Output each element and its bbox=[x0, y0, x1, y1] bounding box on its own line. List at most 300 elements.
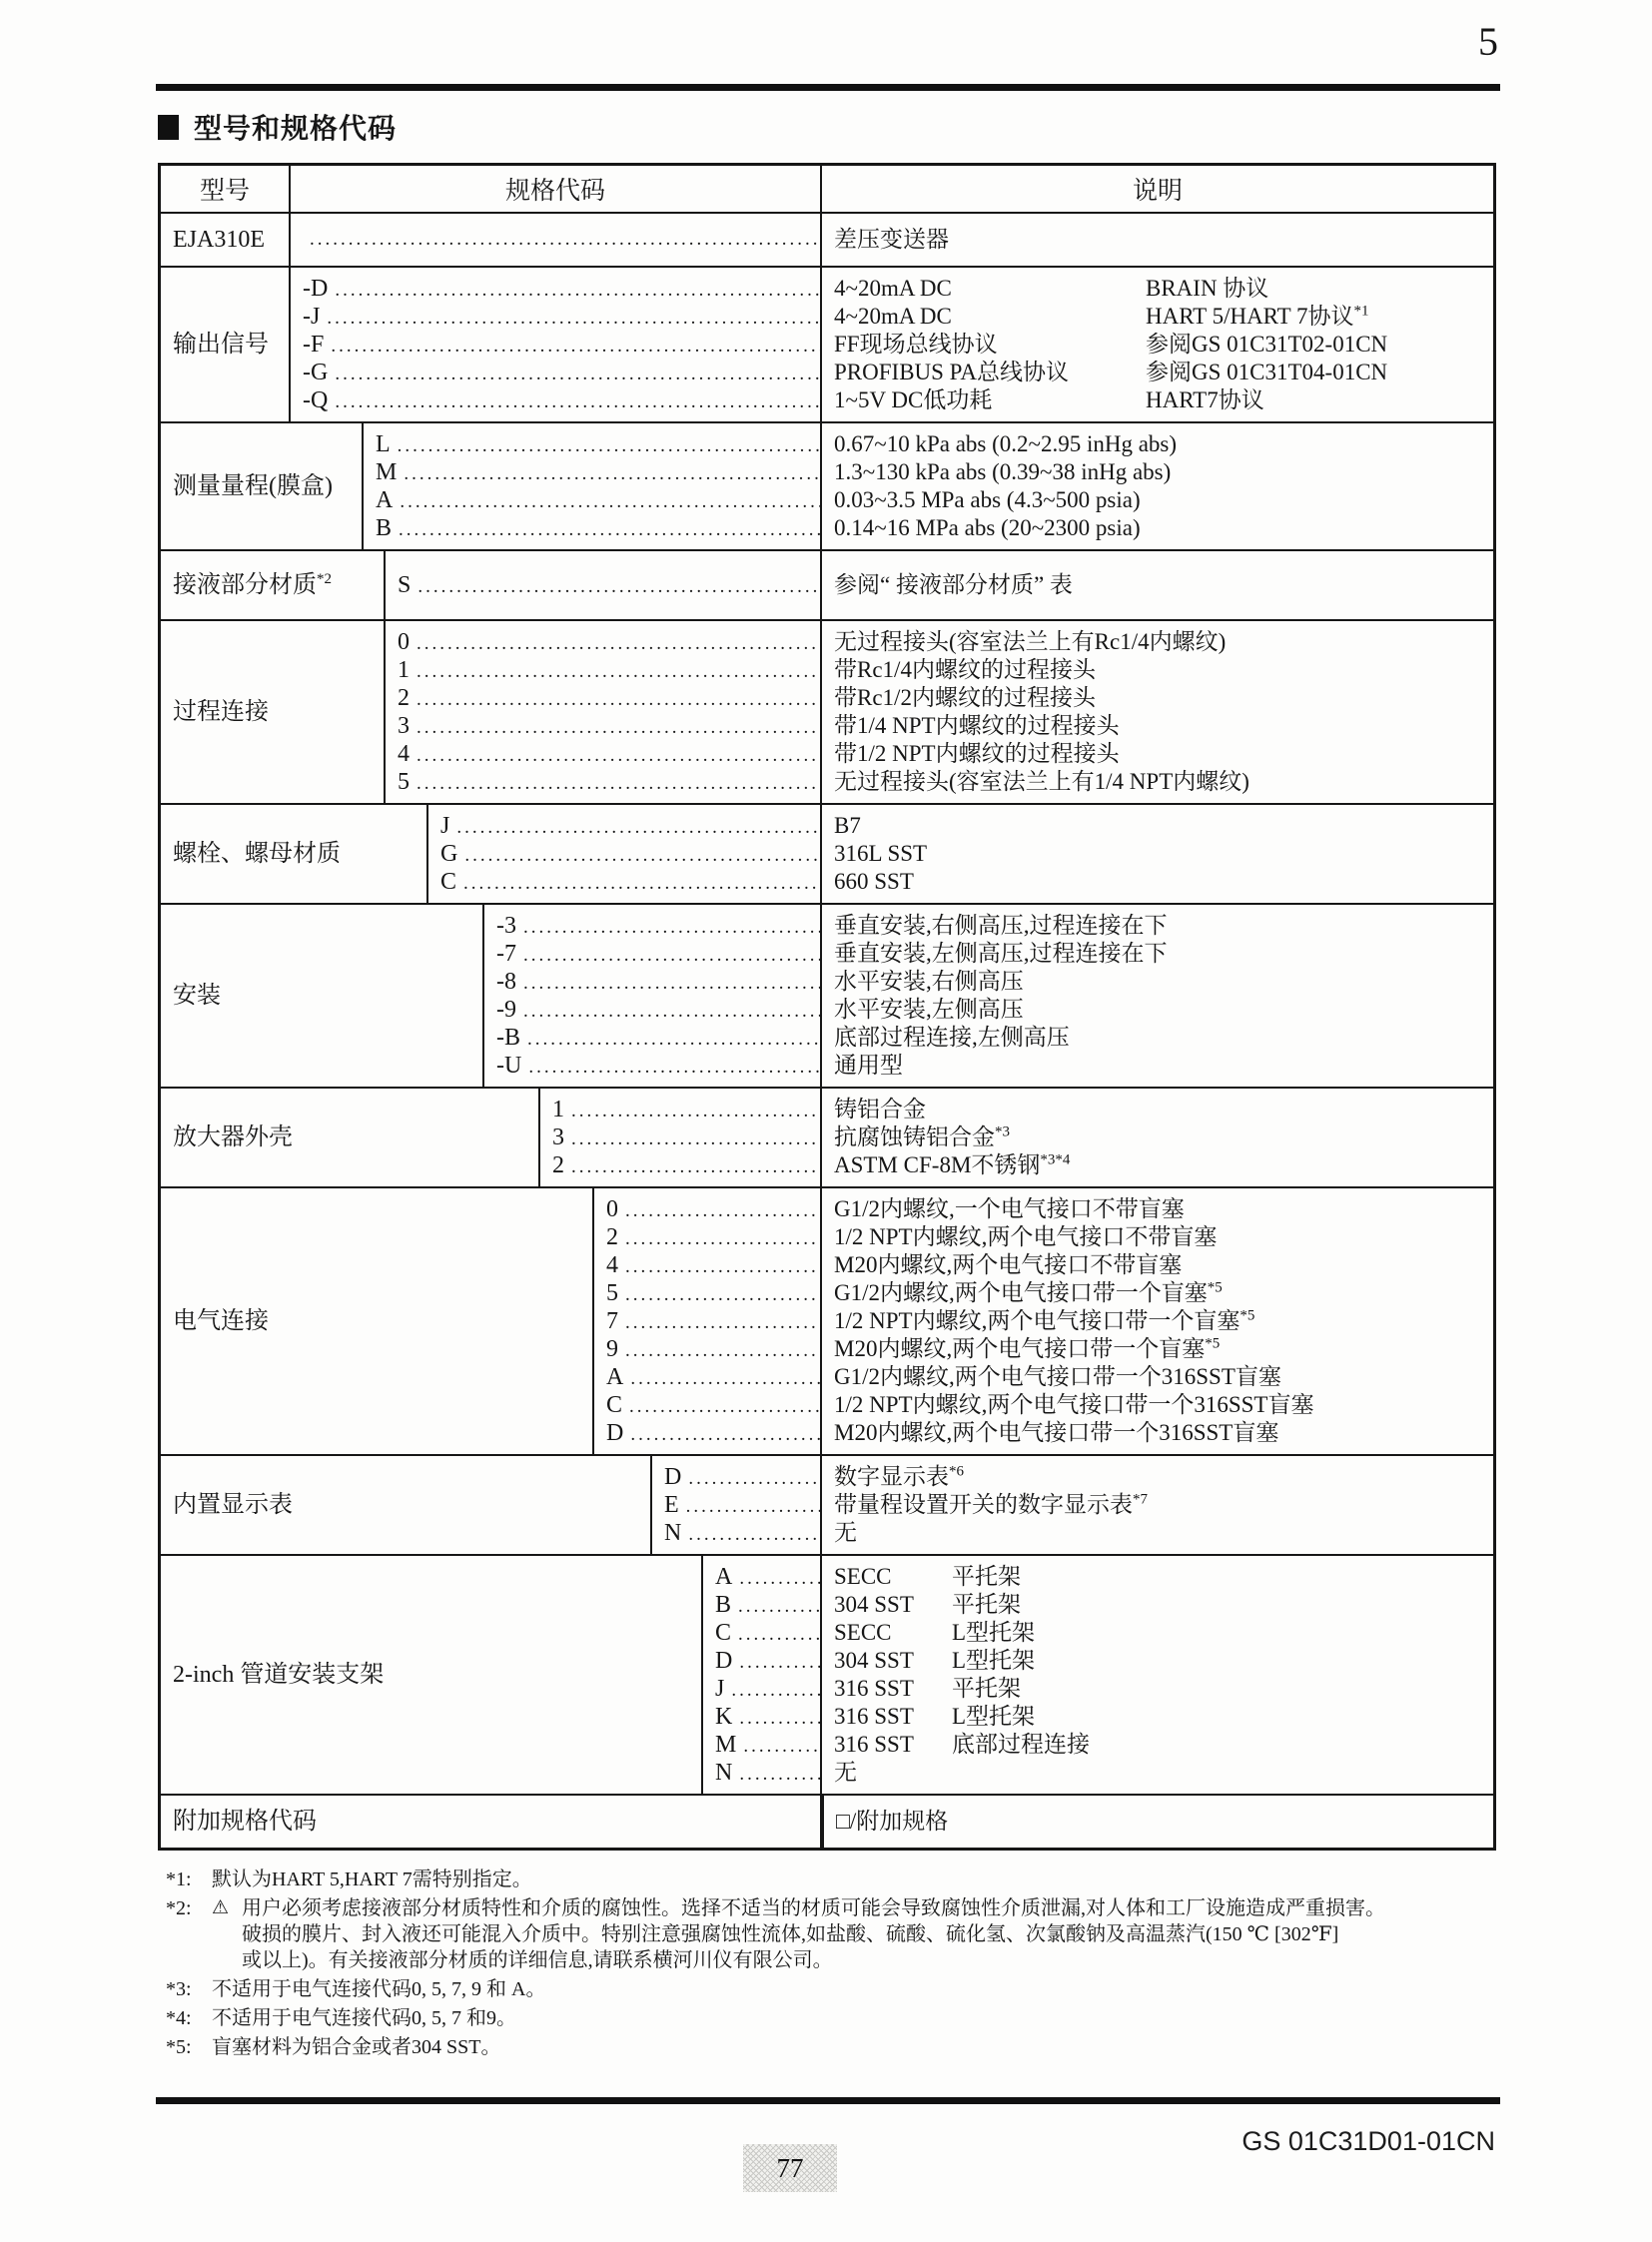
code-line bbox=[386, 768, 820, 796]
dot-leader bbox=[731, 1677, 820, 1703]
spec-code: -9 bbox=[496, 997, 516, 1023]
description-line bbox=[834, 1591, 1493, 1619]
spec-code: G bbox=[440, 841, 458, 867]
row-group-label-text: 螺栓、螺母材质 bbox=[173, 841, 341, 867]
dot-leader bbox=[743, 1733, 820, 1759]
row-group-label bbox=[161, 1188, 594, 1454]
top-rule bbox=[156, 84, 1500, 91]
code-line bbox=[703, 1647, 820, 1675]
description-line bbox=[834, 1419, 1493, 1447]
description-text: □/附加规格 bbox=[836, 1809, 949, 1834]
code-column bbox=[428, 805, 820, 903]
row-group-label bbox=[161, 1796, 822, 1848]
description-line bbox=[834, 359, 1493, 386]
description-text: 0.67~10 kPa abs (0.2~2.95 inHg abs) bbox=[834, 431, 1178, 456]
code-line bbox=[594, 1279, 820, 1307]
code-line bbox=[540, 1123, 820, 1151]
code-line bbox=[594, 1307, 820, 1335]
table-row-group bbox=[161, 1794, 1493, 1848]
description-column bbox=[820, 1456, 1493, 1554]
code-line bbox=[386, 712, 820, 740]
dot-leader bbox=[310, 226, 820, 254]
description-text: ASTM CF-8M不锈钢 bbox=[834, 1152, 1041, 1177]
dot-leader bbox=[416, 630, 820, 656]
description-column bbox=[820, 551, 1493, 619]
row-group-label bbox=[161, 1089, 540, 1186]
table-row-group bbox=[161, 1186, 1493, 1454]
code-line bbox=[428, 840, 820, 868]
page-corner-number: 5 bbox=[1478, 19, 1498, 64]
code-column bbox=[703, 1556, 820, 1794]
description-secondary-text: HART 5/HART 7协议 bbox=[1146, 304, 1354, 329]
code-line bbox=[364, 458, 820, 486]
dot-leader bbox=[738, 1593, 820, 1619]
footnote-ref: *5 bbox=[1205, 1335, 1221, 1352]
description-line bbox=[834, 386, 1493, 414]
table-row-group bbox=[161, 214, 1493, 266]
description-text: M20内螺纹,两个电气接口不带盲塞 bbox=[834, 1252, 1183, 1277]
spec-code: M bbox=[715, 1732, 737, 1758]
section-bullet-icon bbox=[158, 115, 179, 140]
dot-leader bbox=[464, 842, 820, 868]
dot-leader bbox=[739, 1565, 820, 1591]
spec-code: A bbox=[606, 1364, 624, 1390]
dot-leader bbox=[571, 1125, 820, 1151]
description-text: 通用型 bbox=[834, 1053, 903, 1078]
model-spec-code-table bbox=[158, 163, 1496, 1851]
description-text: 无 bbox=[834, 1520, 857, 1545]
row-group-label-text: 过程连接 bbox=[173, 699, 269, 725]
code-line bbox=[540, 1096, 820, 1123]
footnote-line: 不适用于电气连接代码0, 5, 7, 9 和 A。 bbox=[212, 1978, 546, 2000]
dot-leader bbox=[571, 1153, 820, 1179]
description-column bbox=[822, 1796, 1493, 1848]
footnote bbox=[166, 2005, 1504, 2031]
spec-code: -G bbox=[303, 360, 329, 385]
dot-leader bbox=[417, 573, 820, 599]
description-line bbox=[834, 226, 1493, 254]
description-text: 316 SST bbox=[834, 1704, 914, 1729]
description-secondary-text: L型托架 bbox=[952, 1704, 1036, 1729]
dot-leader bbox=[688, 1521, 820, 1547]
spec-code: -3 bbox=[496, 913, 516, 939]
spec-code: 4 bbox=[398, 741, 410, 767]
description-text: 0.14~16 MPa abs (20~2300 psia) bbox=[834, 515, 1141, 540]
row-group-label-text: EJA310E bbox=[173, 227, 265, 253]
dot-leader bbox=[400, 488, 820, 514]
dot-leader bbox=[523, 914, 820, 940]
column-header-description: 说明 bbox=[1132, 178, 1183, 205]
row-group-label bbox=[161, 805, 428, 903]
spec-code: 3 bbox=[552, 1124, 564, 1150]
footnote-text bbox=[212, 2005, 1504, 2031]
description-line bbox=[834, 1491, 1493, 1519]
description-column bbox=[820, 1556, 1493, 1794]
table-row-group bbox=[161, 903, 1493, 1087]
code-line bbox=[364, 430, 820, 458]
description-text: 带Rc1/2内螺纹的过程接头 bbox=[834, 685, 1096, 710]
dot-leader bbox=[739, 1649, 820, 1675]
description-line bbox=[834, 1195, 1493, 1223]
footnote-ref: *3 bbox=[995, 1123, 1010, 1140]
description-line bbox=[834, 1024, 1493, 1052]
spec-code: 3 bbox=[398, 713, 410, 739]
footnote-line: 不适用于电气连接代码0, 5, 7 和9。 bbox=[212, 2007, 516, 2029]
description-secondary-text: 参阅GS 01C31T04-01CN bbox=[1146, 360, 1388, 384]
code-line bbox=[594, 1251, 820, 1279]
description-text: 4~20mA DC bbox=[834, 304, 952, 329]
bottom-rule bbox=[156, 2097, 1500, 2104]
footnote bbox=[166, 1976, 1504, 2002]
row-group-label-text: 接液部分材质$^{*2}$ bbox=[173, 571, 332, 598]
description-line bbox=[834, 1463, 1493, 1491]
description-line bbox=[834, 1647, 1493, 1675]
code-line bbox=[484, 968, 820, 996]
description-text: 带1/4 NPT内螺纹的过程接头 bbox=[834, 713, 1120, 738]
dot-leader bbox=[738, 1621, 820, 1647]
description-text: 316 SST bbox=[834, 1676, 914, 1701]
row-group-label-text: 安装 bbox=[173, 983, 221, 1009]
code-column bbox=[484, 905, 820, 1087]
spec-code: 2 bbox=[606, 1224, 618, 1250]
row-group-label bbox=[161, 905, 484, 1087]
description-line bbox=[834, 1251, 1493, 1279]
dot-leader bbox=[335, 277, 820, 303]
description-text: 水平安装,左侧高压 bbox=[834, 997, 1024, 1022]
description-text: 带Rc1/4内螺纹的过程接头 bbox=[834, 657, 1096, 682]
footnote-line: 破损的膜片、封入液还可能混入介质中。特别注意强腐蚀性流体,如盐酸、硫酸、硫化氢、次氯酸钠及高温蒸汽(150 ℃ [302℉] bbox=[242, 1923, 1339, 1945]
code-line bbox=[652, 1491, 820, 1519]
code-line bbox=[703, 1759, 820, 1787]
code-column bbox=[386, 551, 820, 619]
description-column bbox=[820, 1089, 1493, 1186]
description-secondary-text: 底部过程连接 bbox=[952, 1732, 1090, 1757]
spec-code: 5 bbox=[398, 769, 410, 795]
dot-leader bbox=[416, 770, 820, 796]
code-line bbox=[703, 1591, 820, 1619]
spec-code: 1 bbox=[552, 1097, 564, 1122]
description-text: 参阅“ 接液部分材质” 表 bbox=[834, 572, 1073, 597]
spec-code: -U bbox=[496, 1053, 522, 1079]
description-line bbox=[834, 1519, 1493, 1547]
page-folio: 77 bbox=[776, 2152, 804, 2183]
code-line bbox=[428, 812, 820, 840]
footnote-ref: *6 bbox=[949, 1463, 964, 1480]
description-text: 无 bbox=[834, 1760, 857, 1785]
description-column bbox=[820, 423, 1493, 549]
description-line bbox=[834, 1096, 1493, 1123]
dot-leader bbox=[625, 1253, 820, 1279]
description-text: 316L SST bbox=[834, 841, 928, 866]
description-line bbox=[834, 1307, 1493, 1335]
description-line bbox=[834, 684, 1493, 712]
document-number: GS 01C31D01-01CN bbox=[1241, 2126, 1495, 2156]
footnote-line: 或以上)。有关接液部分材质的详细信息,请联系横河川仪有限公司。 bbox=[242, 1949, 833, 1971]
description-text: 1/2 NPT内螺纹,两个电气接口带一个316SST盲塞 bbox=[834, 1392, 1314, 1417]
section-title: 型号和规格代码 bbox=[194, 113, 398, 144]
row-group-label-text: 内置显示表 bbox=[173, 1492, 293, 1518]
table-row-group bbox=[161, 1554, 1493, 1794]
description-line bbox=[834, 1619, 1493, 1647]
description-line bbox=[834, 940, 1493, 968]
code-line bbox=[594, 1335, 820, 1363]
spec-code: C bbox=[606, 1392, 623, 1418]
row-group-label-text: 输出信号 bbox=[173, 332, 269, 358]
table-row-group bbox=[161, 803, 1493, 903]
spec-code: 0 bbox=[606, 1196, 618, 1222]
row-group-label bbox=[161, 1556, 703, 1794]
row-group-label bbox=[161, 621, 386, 803]
spec-code: -8 bbox=[496, 969, 516, 995]
code-line bbox=[484, 940, 820, 968]
spec-code: D bbox=[715, 1648, 733, 1674]
spec-code: N bbox=[664, 1520, 682, 1546]
description-line bbox=[834, 740, 1493, 768]
dot-leader bbox=[739, 1761, 820, 1787]
dot-leader bbox=[327, 305, 820, 331]
description-column bbox=[820, 268, 1493, 421]
code-line bbox=[386, 684, 820, 712]
dot-leader bbox=[625, 1337, 820, 1363]
description-text: 差压变送器 bbox=[834, 227, 949, 252]
code-line bbox=[386, 571, 820, 599]
code-line bbox=[703, 1731, 820, 1759]
row-group-label-text: 附加规格代码 bbox=[173, 1809, 317, 1835]
description-text: SECC bbox=[834, 1620, 892, 1645]
footnote-text bbox=[212, 1867, 1504, 1892]
description-text: G1/2内螺纹,两个电气接口带一个盲塞 bbox=[834, 1280, 1208, 1305]
dot-leader bbox=[416, 658, 820, 684]
description-column bbox=[820, 621, 1493, 803]
description-secondary-text: 平托架 bbox=[952, 1676, 1021, 1701]
code-line bbox=[484, 912, 820, 940]
code-line bbox=[291, 331, 820, 359]
dot-leader bbox=[416, 714, 820, 740]
description-text: PROFIBUS PA总线协议 bbox=[834, 360, 1069, 384]
spec-code: D bbox=[606, 1420, 624, 1446]
footnote-text bbox=[212, 1976, 1504, 2002]
section-heading bbox=[158, 110, 1652, 144]
column-header-spec-code: 规格代码 bbox=[291, 166, 822, 212]
footnote-text bbox=[212, 2034, 1504, 2060]
dot-leader bbox=[398, 432, 820, 458]
spec-code: -J bbox=[303, 304, 321, 330]
description-text: 4~20mA DC bbox=[834, 276, 952, 301]
description-text: 1~5V DC低功耗 bbox=[834, 387, 993, 412]
code-line bbox=[703, 1703, 820, 1731]
description-line bbox=[834, 768, 1493, 796]
code-line bbox=[703, 1619, 820, 1647]
description-text: 垂直安装,左侧高压,过程连接在下 bbox=[834, 941, 1168, 966]
footnote-ref: *3*4 bbox=[1040, 1151, 1071, 1168]
spec-code: M bbox=[376, 459, 398, 485]
code-column bbox=[540, 1089, 820, 1186]
description-line bbox=[834, 1151, 1493, 1179]
code-line bbox=[594, 1223, 820, 1251]
page-content bbox=[0, 110, 1652, 2063]
description-line bbox=[834, 1223, 1493, 1251]
spec-code: L bbox=[376, 431, 391, 457]
footnote-marker: *2: bbox=[166, 1897, 192, 1919]
description-line bbox=[834, 571, 1493, 599]
description-secondary-text: 平托架 bbox=[952, 1592, 1021, 1617]
code-line bbox=[594, 1363, 820, 1391]
footnote-ref: *5 bbox=[1239, 1307, 1255, 1324]
spec-code: 5 bbox=[606, 1280, 618, 1306]
dot-leader bbox=[688, 1465, 820, 1491]
description-text: 带1/2 NPT内螺纹的过程接头 bbox=[834, 741, 1120, 766]
description-line bbox=[834, 712, 1493, 740]
dot-leader bbox=[331, 333, 820, 359]
code-line bbox=[484, 1052, 820, 1080]
code-line bbox=[594, 1391, 820, 1419]
spec-code: A bbox=[376, 487, 394, 513]
description-text: 水平安装,右侧高压 bbox=[834, 969, 1024, 994]
footnote-line: 默认为HART 5,HART 7需特别指定。 bbox=[212, 1868, 532, 1890]
spec-code: 2 bbox=[398, 685, 410, 711]
dot-leader bbox=[686, 1493, 820, 1519]
code-line bbox=[428, 868, 820, 896]
dot-leader bbox=[630, 1421, 820, 1447]
table-row-group bbox=[161, 421, 1493, 549]
description-text: 无过程接头(容室法兰上有1/4 NPT内螺纹) bbox=[834, 769, 1249, 794]
dot-leader bbox=[523, 970, 820, 996]
code-line bbox=[484, 996, 820, 1024]
description-line bbox=[834, 1675, 1493, 1703]
code-line bbox=[291, 386, 820, 414]
spec-code: -B bbox=[496, 1025, 520, 1051]
description-column bbox=[820, 905, 1493, 1087]
code-line bbox=[484, 1024, 820, 1052]
description-line bbox=[834, 628, 1493, 656]
description-line bbox=[834, 303, 1493, 331]
description-line bbox=[834, 1123, 1493, 1151]
dot-leader bbox=[528, 1054, 820, 1080]
code-line bbox=[652, 1519, 820, 1547]
table-row-group bbox=[161, 549, 1493, 619]
code-column bbox=[652, 1456, 820, 1554]
table-header-row bbox=[161, 166, 1493, 214]
description-text: 无过程接头(容室法兰上有Rc1/4内螺纹) bbox=[834, 629, 1227, 654]
spec-code: 0 bbox=[398, 629, 410, 655]
row-group-label-text: 测量量程(膜盒) bbox=[173, 473, 333, 499]
footnote bbox=[166, 2034, 1504, 2060]
dot-leader bbox=[416, 742, 820, 768]
code-line bbox=[291, 359, 820, 386]
description-text: M20内螺纹,两个电气接口带一个盲塞 bbox=[834, 1336, 1206, 1361]
description-line bbox=[834, 1335, 1493, 1363]
description-text: 304 SST bbox=[834, 1592, 914, 1617]
description-text: 1.3~130 kPa abs (0.39~38 inHg abs) bbox=[834, 459, 1172, 484]
spec-code: E bbox=[664, 1492, 679, 1518]
spec-code: 7 bbox=[606, 1308, 618, 1334]
description-line bbox=[834, 812, 1493, 840]
table-row-group bbox=[161, 266, 1493, 421]
code-line bbox=[652, 1463, 820, 1491]
description-secondary-text: HART7协议 bbox=[1146, 387, 1264, 412]
spec-code: -D bbox=[303, 276, 329, 302]
code-line bbox=[594, 1419, 820, 1447]
description-secondary-text: 参阅GS 01C31T02-01CN bbox=[1146, 332, 1388, 357]
spec-code: J bbox=[440, 813, 450, 839]
code-line bbox=[703, 1563, 820, 1591]
footnotes bbox=[166, 1867, 1504, 2060]
dot-leader bbox=[527, 1026, 820, 1052]
dot-leader bbox=[630, 1365, 820, 1391]
code-line bbox=[291, 303, 820, 331]
spec-code: -7 bbox=[496, 941, 516, 967]
description-line bbox=[834, 1052, 1493, 1080]
footnote-marker: *3: bbox=[166, 1978, 192, 2000]
dot-leader bbox=[571, 1098, 820, 1123]
dot-leader bbox=[625, 1309, 820, 1335]
dot-leader bbox=[523, 942, 820, 968]
description-secondary-text: L型托架 bbox=[952, 1648, 1036, 1673]
description-text: 数字显示表 bbox=[834, 1464, 949, 1489]
dot-leader bbox=[739, 1705, 820, 1731]
description-text: M20内螺纹,两个电气接口带一个316SST盲塞 bbox=[834, 1420, 1279, 1445]
description-line bbox=[834, 996, 1493, 1024]
table-row-group bbox=[161, 1087, 1493, 1186]
code-column bbox=[386, 621, 820, 803]
description-text: 垂直安装,右侧高压,过程连接在下 bbox=[834, 913, 1168, 938]
spec-code: N bbox=[715, 1760, 733, 1786]
row-group-label-text: 放大器外壳 bbox=[173, 1124, 293, 1150]
description-text: G1/2内螺纹,两个电气接口带一个316SST盲塞 bbox=[834, 1364, 1281, 1389]
code-column bbox=[291, 268, 820, 421]
description-text: 660 SST bbox=[834, 869, 914, 894]
dot-leader bbox=[523, 998, 820, 1024]
row-group-label-text: 2-inch 管道安装支架 bbox=[173, 1662, 385, 1688]
code-column bbox=[594, 1188, 820, 1454]
description-line bbox=[834, 912, 1493, 940]
spec-code: -Q bbox=[303, 387, 329, 413]
footnote-ref: *2 bbox=[317, 571, 332, 587]
dot-leader bbox=[625, 1197, 820, 1223]
code-line bbox=[386, 628, 820, 656]
footnote-line: 用户必须考虑接液部分材质特性和介质的腐蚀性。选择不适当的材质可能会导致腐蚀性介质泄漏,对人体和工厂设施造成严重损害。 bbox=[242, 1897, 1385, 1919]
footnote bbox=[166, 1895, 1504, 1973]
code-line bbox=[386, 740, 820, 768]
description-secondary-text: 平托架 bbox=[952, 1564, 1021, 1589]
spec-code: S bbox=[398, 572, 412, 598]
description-column bbox=[820, 1188, 1493, 1454]
row-group-label-text: 电气连接 bbox=[173, 1308, 269, 1334]
row-group-label bbox=[161, 423, 364, 549]
description-text: 铸铝合金 bbox=[834, 1097, 926, 1121]
warning-icon: ⚠ bbox=[212, 1897, 230, 1918]
description-line bbox=[834, 868, 1493, 896]
table-body bbox=[161, 214, 1493, 1848]
description-secondary-text: BRAIN 协议 bbox=[1146, 276, 1269, 301]
dot-leader bbox=[625, 1225, 820, 1251]
dot-leader bbox=[463, 870, 820, 896]
spec-code: K bbox=[715, 1704, 733, 1730]
code-line bbox=[540, 1151, 820, 1179]
code-column bbox=[291, 214, 820, 266]
spec-code: J bbox=[715, 1676, 725, 1702]
description-line bbox=[834, 1391, 1493, 1419]
description-line bbox=[834, 275, 1493, 303]
code-line bbox=[703, 1675, 820, 1703]
description-text: 304 SST bbox=[834, 1648, 914, 1673]
description-line bbox=[834, 1759, 1493, 1787]
page-folio-box bbox=[743, 2144, 837, 2192]
description-text: B7 bbox=[834, 813, 861, 838]
footnote-marker: *4: bbox=[166, 2007, 192, 2029]
column-header-model: 型号 bbox=[161, 166, 291, 212]
footnote-ref: *7 bbox=[1133, 1491, 1148, 1508]
